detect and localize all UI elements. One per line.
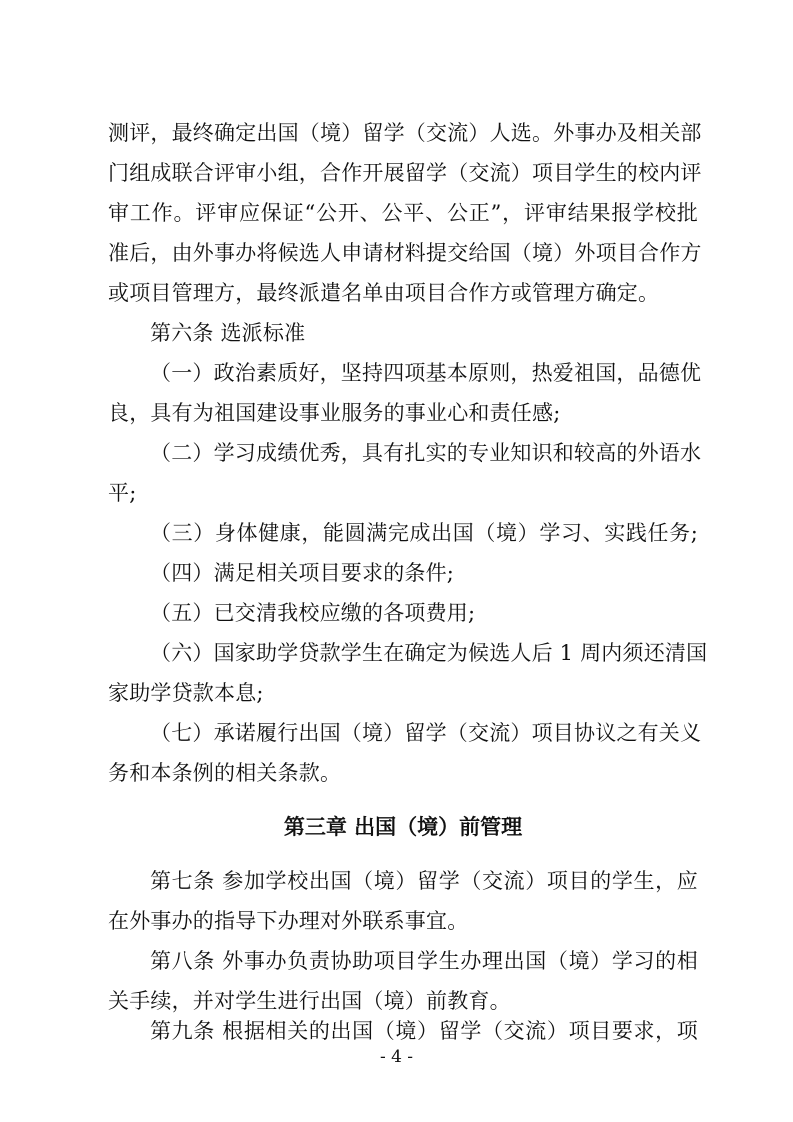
article-heading-6: 第六条 选派标准 bbox=[150, 321, 306, 345]
paragraph-line: 门组成联合评审小组，合作开展留学（交流）项目学生的校内评 bbox=[108, 161, 702, 185]
paragraph-line: 良，具有为祖国建设事业服务的事业心和责任感; bbox=[108, 401, 561, 425]
article-7: 第七条 参加学校出国（境）留学（交流）项目的学生，应 bbox=[150, 869, 698, 893]
criteria-item-7: （七）承诺履行出国（境）留学（交流）项目协议之有关义 bbox=[150, 721, 702, 745]
paragraph-line: 测评，最终确定出国（境）留学（交流）人选。外事办及相关部 bbox=[108, 121, 702, 145]
criteria-item-4: （四）满足相关项目要求的条件; bbox=[150, 561, 455, 585]
page-number: - 4 - bbox=[379, 1047, 414, 1067]
criteria-item-5: （五）已交清我校应缴的各项费用; bbox=[150, 601, 476, 625]
paragraph-line: 审工作。评审应保证“公开、公平、公正”，评审结果报学校批 bbox=[108, 201, 698, 225]
paragraph-line: 平; bbox=[108, 481, 137, 505]
criteria-item-6: （六）国家助学贷款学生在确定为候选人后 1 周内须还清国 bbox=[150, 641, 708, 665]
chapter-title: 第三章 出国（境）前管理 bbox=[283, 814, 523, 839]
paragraph-line: 家助学贷款本息; bbox=[108, 681, 264, 705]
paragraph-line: 或项目管理方，最终派遣名单由项目合作方或管理方确定。 bbox=[108, 281, 660, 305]
criteria-item-2: （二）学习成绩优秀，具有扎实的专业知识和较高的外语水 bbox=[150, 441, 702, 465]
paragraph-line: 务和本条例的相关条款。 bbox=[108, 761, 342, 785]
paragraph-line: 准后，由外事办将候选人申请材料提交给国（境）外项目合作方 bbox=[108, 241, 702, 265]
criteria-item-3: （三）身体健康，能圆满完成出国（境）学习、实践任务; bbox=[150, 521, 698, 545]
article-9: 第九条 根据相关的出国（境）留学（交流）项目要求，项 bbox=[150, 1019, 698, 1043]
paragraph-line: 在外事办的指导下办理对外联系事宜。 bbox=[108, 909, 469, 933]
paragraph-line: 关手续，并对学生进行出国（境）前教育。 bbox=[108, 989, 511, 1013]
criteria-item-1: （一）政治素质好，坚持四项基本原则，热爱祖国，品德优 bbox=[150, 361, 702, 385]
article-8: 第八条 外事办负责协助项目学生办理出国（境）学习的相 bbox=[150, 949, 698, 973]
